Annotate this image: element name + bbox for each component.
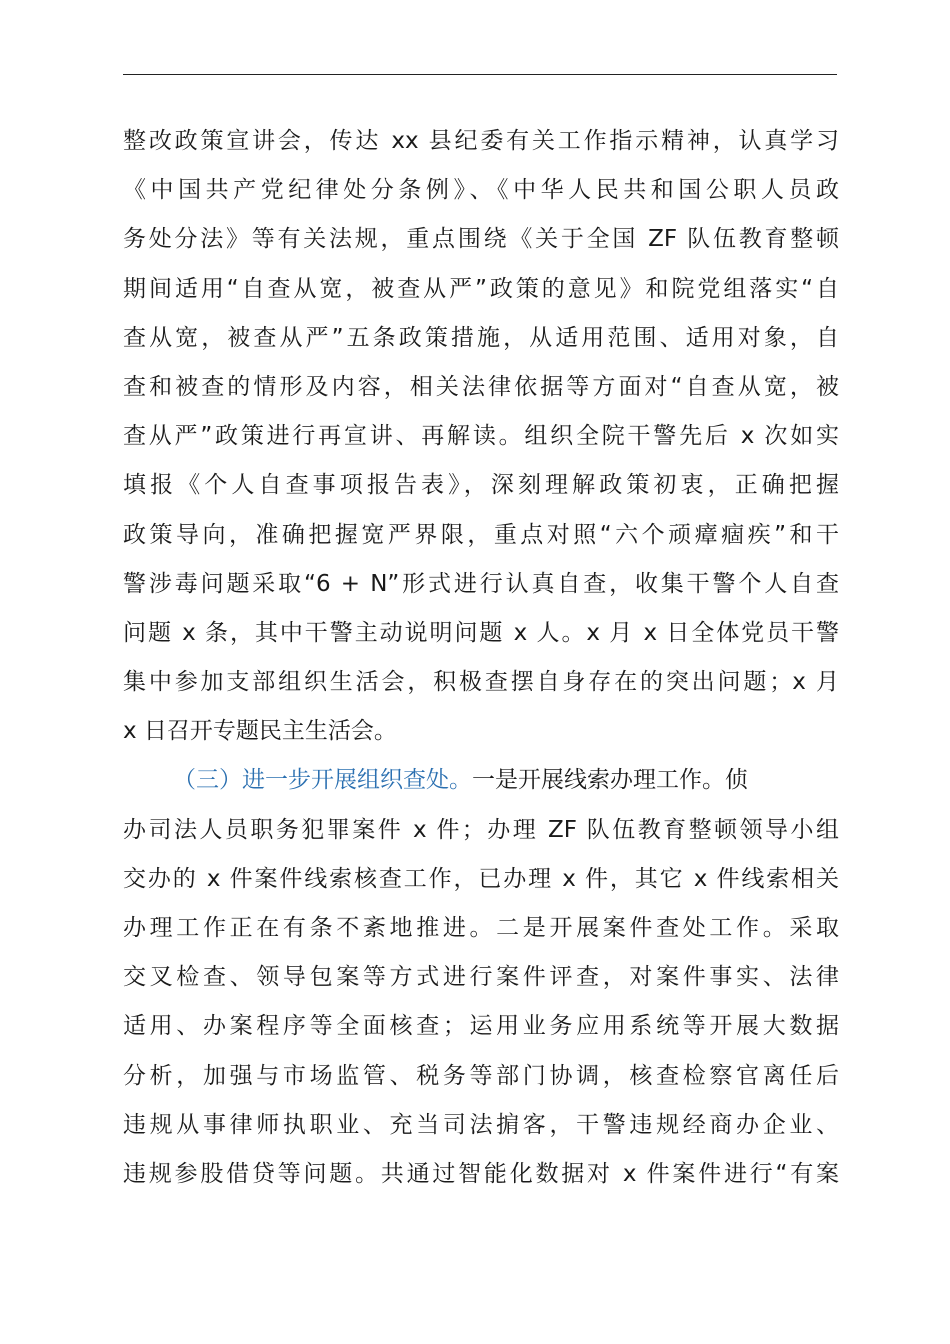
section-heading: （三）进一步开展组织查处。 bbox=[173, 767, 472, 794]
text-line: 集中参加支部组织生活会，积极查摆自身存在的突出问题；x 月 bbox=[123, 669, 839, 696]
text-line: 期间适用“自查从宽，被查从严”政策的意见》和院党组落实“自 bbox=[123, 275, 839, 302]
text-line: 警涉毒问题采取“6 + N”形式进行认真自查，收集干警个人自查 bbox=[123, 570, 839, 597]
text-line: 违规参股借贷等问题。共通过智能化数据对 x 件案件进行“有案 bbox=[123, 1160, 839, 1187]
text-line: 办理工作正在有条不紊地推进。二是开展案件查处工作。采取 bbox=[123, 915, 839, 941]
text-line: 适用、办案程序等全面核查；运用业务应用系统等开展大数据 bbox=[123, 1013, 839, 1040]
section-heading-line bbox=[123, 756, 839, 805]
text-line: 交办的 x 件案件线索核查工作，已办理 x 件，其它 x 件线索相关 bbox=[123, 865, 839, 892]
text-line: 查和被查的情形及内容，相关法律依据等方面对“自查从宽，被 bbox=[123, 373, 839, 400]
section-first-line-text: 一是开展线索办理工作。侦 bbox=[472, 767, 748, 794]
text-line: 交叉检查、领导包案等方式进行案件评查，对案件事实、法律 bbox=[123, 964, 839, 991]
header-rule bbox=[123, 74, 837, 75]
text-line: 填报《个人自查事项报告表》，深刻理解政策初衷，正确把握 bbox=[123, 472, 839, 499]
text-line: 《中国共产党纪律处分条例》、《中华人民共和国公职人员政 bbox=[123, 177, 839, 204]
text-line: 违规从事律师执职业、充当司法掮客，干警违规经商办企业、 bbox=[123, 1111, 839, 1138]
text-line: 政策导向，准确把握宽严界限，重点对照“六个顽瘴痼疾”和干 bbox=[123, 521, 839, 548]
text-line: 查从宽，被查从严”五条政策措施，从适用范围、适用对象，自 bbox=[123, 324, 839, 351]
text-line: 务处分法》等有关法规，重点围绕《关于全国 ZF 队伍教育整顿 bbox=[123, 226, 839, 253]
text-line: 查从严”政策进行再宣讲、再解读。组织全院干警先后 x 次如实 bbox=[123, 423, 839, 450]
text-line: 问题 x 条，其中干警主动说明问题 x 人。x 月 x 日全体党员干警 bbox=[123, 619, 839, 646]
text-line: 办司法人员职务犯罪案件 x 件；办理 ZF 队伍教育整顿领导小组 bbox=[123, 816, 839, 843]
text-line: 分析，加强与市场监管、税务等部门协调，核查检察官离任后 bbox=[123, 1062, 839, 1089]
document-body bbox=[123, 117, 839, 1199]
text-line: 整改政策宣讲会，传达 xx 县纪委有关工作指示精神，认真学习 bbox=[123, 128, 839, 154]
text-line: x 日召开专题民主生活会。 bbox=[123, 718, 397, 745]
